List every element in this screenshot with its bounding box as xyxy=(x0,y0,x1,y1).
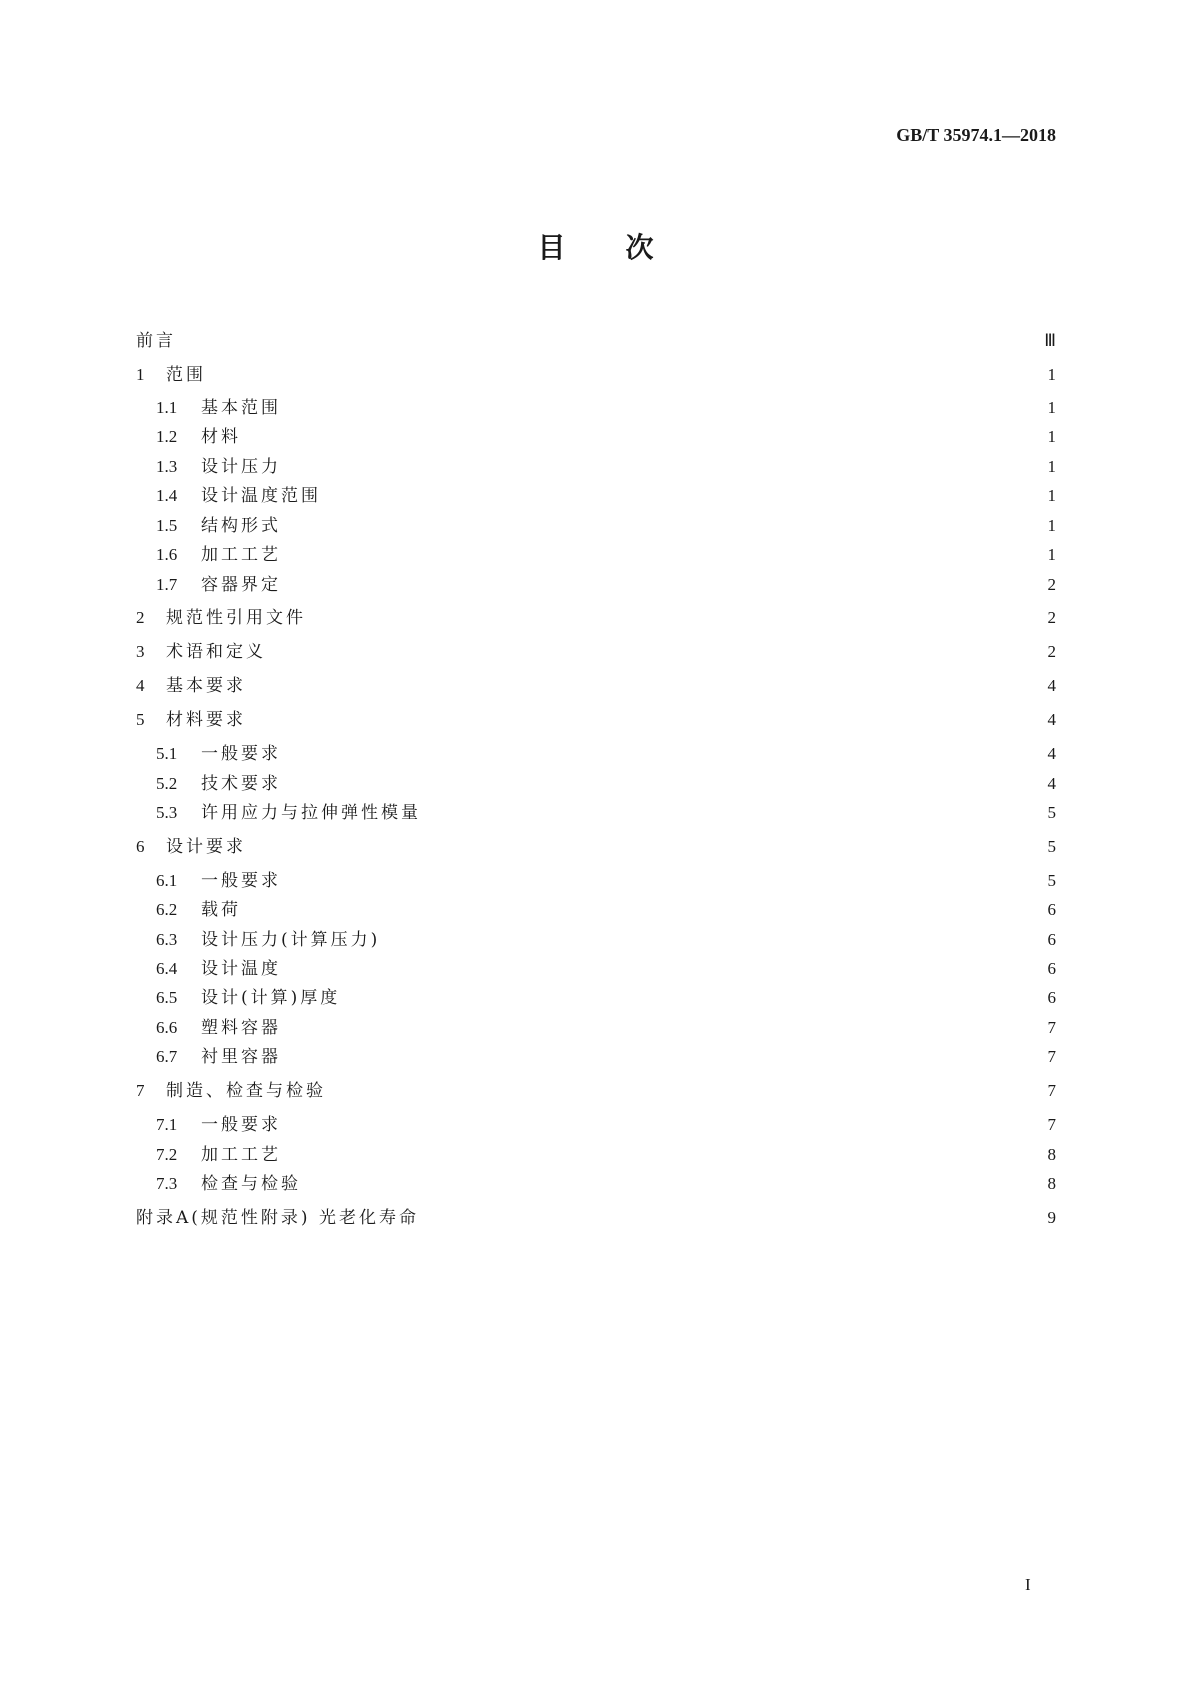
toc-entry-label: 设计要求 xyxy=(166,837,246,857)
toc-entry-number: 4 xyxy=(136,676,145,695)
dot-leader xyxy=(429,1203,1034,1223)
toc-entry-page: 8 xyxy=(1047,1145,1056,1164)
dot-leader xyxy=(291,511,1034,531)
toc-entry-number: 5.3 xyxy=(156,803,178,822)
toc-entry-page: Ⅲ xyxy=(1044,331,1056,350)
toc-entry[interactable] xyxy=(156,511,1056,536)
toc-entry-label: 设计压力 xyxy=(201,457,281,477)
toc-entry[interactable] xyxy=(156,739,1056,764)
dot-leader xyxy=(390,925,1034,945)
toc-entry-page: 4 xyxy=(1047,774,1056,793)
toc-entry-label: 设计温度 xyxy=(201,959,281,979)
dot-leader xyxy=(291,452,1034,472)
dot-leader xyxy=(216,360,1034,380)
toc-entry-number: 3 xyxy=(136,642,145,661)
toc-entry-label: 检查与检验 xyxy=(201,1174,301,1194)
dot-leader xyxy=(311,1169,1034,1189)
toc-entry-page: 1 xyxy=(1047,398,1056,417)
toc-entry-number: 1.1 xyxy=(156,398,178,417)
dot-leader xyxy=(251,895,1034,915)
dot-leader xyxy=(291,540,1034,560)
toc-entry-label: 范围 xyxy=(166,365,206,385)
toc-entry-number: 1.2 xyxy=(156,427,178,446)
toc-entry-label: 材料要求 xyxy=(166,710,246,730)
toc-entry[interactable] xyxy=(136,1076,1056,1101)
toc-entry[interactable] xyxy=(156,925,1056,950)
dot-leader xyxy=(291,570,1034,590)
toc-entry-number: 7.3 xyxy=(156,1174,178,1193)
toc-entry-label: 基本范围 xyxy=(201,398,281,418)
toc-entry-page: 7 xyxy=(1047,1047,1056,1066)
toc-entry-label: 结构形式 xyxy=(201,516,281,536)
toc-entry-number: 1.7 xyxy=(156,575,178,594)
toc-entry-label: 设计压力(计算压力) xyxy=(201,930,381,950)
toc-entry-label: 技术要求 xyxy=(201,774,281,794)
toc-entry[interactable] xyxy=(136,637,1056,662)
dot-leader xyxy=(431,798,1034,818)
toc-entry-number: 6.5 xyxy=(156,988,178,1007)
toc-entry-number: 6.6 xyxy=(156,1018,178,1037)
toc-entry[interactable] xyxy=(136,603,1056,628)
toc-entry-label: 加工工艺 xyxy=(201,545,281,565)
dot-leader xyxy=(256,705,1034,725)
toc-entry[interactable] xyxy=(156,1013,1056,1038)
dot-leader xyxy=(251,422,1034,442)
toc-entry-number: 6.1 xyxy=(156,871,178,890)
toc-entry[interactable] xyxy=(156,540,1056,565)
toc-entry[interactable] xyxy=(156,481,1056,506)
toc-entry-page: 2 xyxy=(1047,575,1056,594)
toc-entry-page: 7 xyxy=(1047,1018,1056,1037)
toc-entry-number: 2 xyxy=(136,608,145,627)
dot-leader xyxy=(291,1110,1034,1130)
toc-entry-page: 5 xyxy=(1047,803,1056,822)
toc-entry-label: 容器界定 xyxy=(201,575,281,595)
toc-entry[interactable] xyxy=(156,983,1056,1008)
toc-entry-number: 1.4 xyxy=(156,486,178,505)
toc-entry-label: 附录A(规范性附录) 光老化寿命 xyxy=(136,1208,419,1228)
toc-entry[interactable] xyxy=(156,452,1056,477)
dot-leader xyxy=(291,769,1034,789)
toc-entry[interactable] xyxy=(156,1042,1056,1067)
toc-entry-number: 6.4 xyxy=(156,959,178,978)
toc-entry[interactable] xyxy=(156,954,1056,979)
dot-leader xyxy=(350,983,1034,1003)
toc-entry-page: 7 xyxy=(1047,1115,1056,1134)
toc-entry[interactable] xyxy=(136,326,1056,351)
dot-leader xyxy=(291,954,1034,974)
dot-leader xyxy=(291,1042,1034,1062)
toc-entry-label: 加工工艺 xyxy=(201,1145,281,1165)
toc-entry[interactable] xyxy=(156,570,1056,595)
page-number: I xyxy=(1025,1575,1031,1594)
toc-entry[interactable] xyxy=(156,769,1056,794)
toc-entry-label: 塑料容器 xyxy=(201,1018,281,1038)
dot-leader xyxy=(336,1076,1034,1096)
toc-entry-number: 6.7 xyxy=(156,1047,178,1066)
toc-entry-page: 6 xyxy=(1047,959,1056,978)
dot-leader xyxy=(276,637,1034,657)
toc-entry-label: 许用应力与拉伸弹性模量 xyxy=(201,803,421,823)
toc-entry-page: 1 xyxy=(1047,486,1056,505)
toc-entry-label: 制造、检查与检验 xyxy=(166,1081,326,1101)
toc-entry-page: 9 xyxy=(1047,1208,1056,1227)
toc-entry-number: 6.3 xyxy=(156,930,178,949)
dot-leader xyxy=(291,1013,1034,1033)
toc-entry-label: 术语和定义 xyxy=(166,642,266,662)
toc-entry-page: 6 xyxy=(1047,930,1056,949)
toc-entry-page: 6 xyxy=(1047,988,1056,1007)
toc-entry[interactable] xyxy=(156,1140,1056,1165)
toc-entry-label: 材料 xyxy=(201,427,241,447)
toc-entry-number: 7 xyxy=(136,1081,145,1100)
toc-entry-page: 1 xyxy=(1047,545,1056,564)
dot-leader xyxy=(291,393,1034,413)
dot-leader xyxy=(291,739,1034,759)
toc-entry[interactable] xyxy=(156,895,1056,920)
dot-leader xyxy=(256,671,1034,691)
toc-entry[interactable] xyxy=(136,832,1056,857)
toc-entry-label: 设计(计算)厚度 xyxy=(201,988,341,1008)
toc-entry-label: 前言 xyxy=(136,331,176,351)
toc-entry-label: 载荷 xyxy=(201,900,241,920)
toc-entry-page: 5 xyxy=(1047,871,1056,890)
toc-entry-page: 4 xyxy=(1047,710,1056,729)
dot-leader xyxy=(291,866,1034,886)
toc-entry-label: 基本要求 xyxy=(166,676,246,696)
dot-leader xyxy=(331,481,1034,501)
toc-entry-page: 1 xyxy=(1047,365,1056,384)
page-title: 目次 xyxy=(537,231,714,264)
toc-entry[interactable] xyxy=(136,1203,1056,1228)
toc-entry-number: 6.2 xyxy=(156,900,178,919)
toc-entry-page: 5 xyxy=(1047,837,1056,856)
toc-entry-number: 7.1 xyxy=(156,1115,178,1134)
dot-leader xyxy=(186,326,1032,346)
toc-entry[interactable] xyxy=(136,671,1056,696)
toc-entry-page: 2 xyxy=(1047,642,1056,661)
toc-entry-page: 4 xyxy=(1047,676,1056,695)
toc-entry-page: 8 xyxy=(1047,1174,1056,1193)
toc-entry-page: 2 xyxy=(1047,608,1056,627)
toc-entry[interactable] xyxy=(136,360,1056,385)
toc-entry-number: 1.5 xyxy=(156,516,178,535)
toc-entry-label: 规范性引用文件 xyxy=(166,608,306,628)
toc-entry[interactable] xyxy=(156,393,1056,418)
toc-entry-page: 1 xyxy=(1047,427,1056,446)
toc-entry[interactable] xyxy=(136,705,1056,730)
toc-entry-label: 一般要求 xyxy=(201,1115,281,1135)
toc-entry-number: 1.3 xyxy=(156,457,178,476)
toc-entry-page: 1 xyxy=(1047,457,1056,476)
toc-entry-label: 一般要求 xyxy=(201,871,281,891)
toc-entry-page: 6 xyxy=(1047,900,1056,919)
toc-entry-number: 1 xyxy=(136,365,145,384)
toc-entry-page: 4 xyxy=(1047,744,1056,763)
toc-entry-page: 7 xyxy=(1047,1081,1056,1100)
toc-entry[interactable] xyxy=(156,798,1056,823)
toc-entry-number: 1.6 xyxy=(156,545,178,564)
toc-entry-page: 1 xyxy=(1047,516,1056,535)
toc-entry-label: 一般要求 xyxy=(201,744,281,764)
toc-entry[interactable] xyxy=(156,866,1056,891)
dot-leader xyxy=(316,603,1034,623)
standard-code: GB/T 35974.1—2018 xyxy=(896,125,1056,145)
toc-entry-label: 设计温度范围 xyxy=(201,486,321,506)
dot-leader xyxy=(256,832,1034,852)
toc-entry[interactable] xyxy=(156,1110,1056,1135)
toc-entry-number: 5 xyxy=(136,710,145,729)
toc-entry-number: 7.2 xyxy=(156,1145,178,1164)
dot-leader xyxy=(291,1140,1034,1160)
toc-entry-number: 6 xyxy=(136,837,145,856)
toc-entry-number: 5.1 xyxy=(156,744,178,763)
toc-entry[interactable] xyxy=(156,1169,1056,1194)
toc-entry-number: 5.2 xyxy=(156,774,178,793)
toc-entry-label: 衬里容器 xyxy=(201,1047,281,1067)
toc-entry[interactable] xyxy=(156,422,1056,447)
